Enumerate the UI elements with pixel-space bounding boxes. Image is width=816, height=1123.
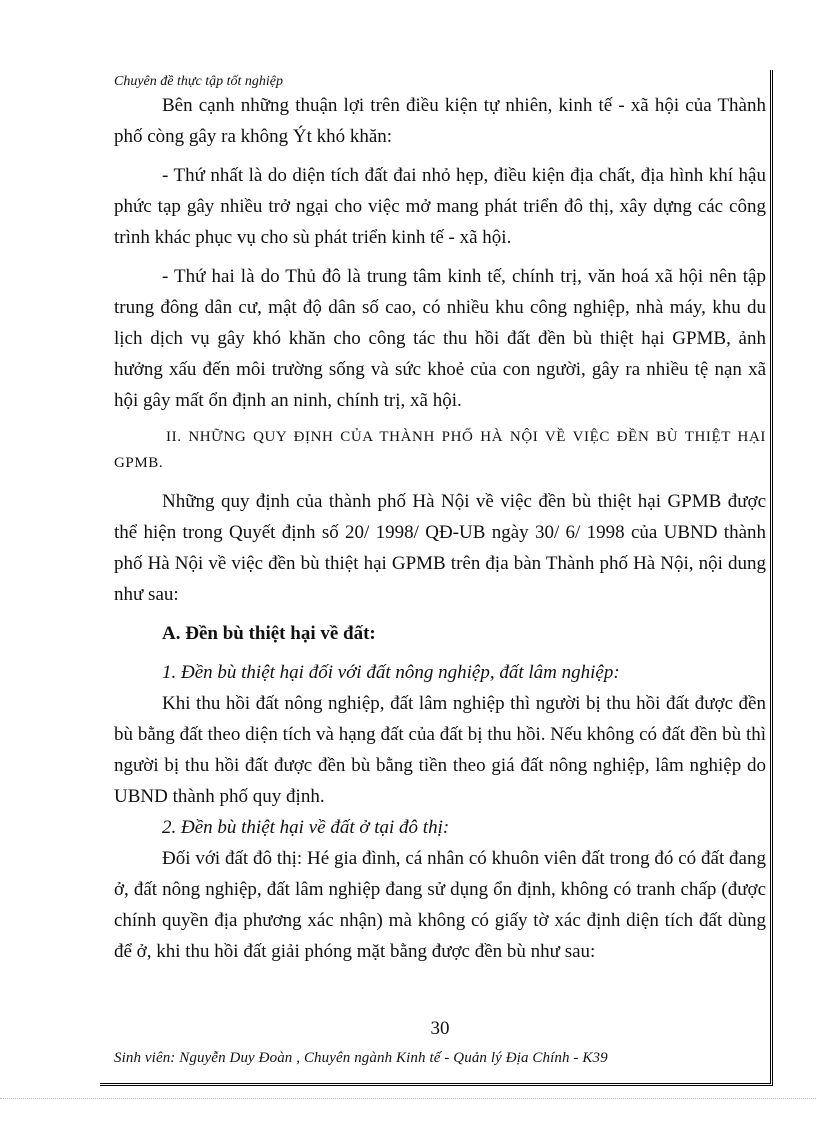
paragraph: - Thứ hai là do Thủ đô là trung tâm kinh tế, chính trị, văn hoá xã hội nên tập trung đông dân cư, mật độ dân số cao, có nhiều khu công nghiệp, nhà máy, khu du lịch dịch vụ gây khó khăn cho công tác thu hồi đất đền bù thiệt hại GPMB, ảnh hưởng xấu đến môi trường sống và sức khoẻ của con người, gây ra nhiều tệ nạn xã hội gây mất ổn định an ninh, chính trị, xã hội. <box>114 266 766 411</box>
page-footer: Sinh viên: Nguyễn Duy Đoàn , Chuyên ngành Kinh tế - Quản lý Địa Chính - K39 <box>114 1050 608 1066</box>
paragraph: Đối với đất đô thị: Hé gia đình, cá nhân có khuôn viên đất trong đó có đất đang ở, đất nông nghiệp, đất lâm nghiệp đang sử dụng ổn định, không có tranh chấp (được chính quyền địa phương xác nhận) mà không có giấy tờ xác định diện tích đất dùng để ở, khi thu hồi đất giải phóng mặt bằng được đền bù như sau: <box>114 848 766 962</box>
paragraph: Bên cạnh những thuận lợi trên điều kiện tự nhiên, kinh tế - xã hội của Thành phố còng gây ra không Ýt khó khăn: <box>114 95 766 147</box>
section-heading: II. NHỮNG QUY ĐỊNH CỦA THÀNH PHỐ HÀ NỘI VỀ VIỆC ĐỀN BÙ THIỆT HẠI GPMB. <box>114 429 766 471</box>
subsection-heading-1: 1. Đền bù thiệt hại đối với đất nông nghiệp, đất lâm nghiệp: <box>162 662 620 683</box>
page-header: Chuyên đề thực tập tốt nghiệp <box>114 74 283 89</box>
page-number: 30 <box>430 1018 450 1039</box>
paragraph: Những quy định của thành phố Hà Nội về việc đền bù thiệt hại GPMB được thể hiện trong Quyết định số 20/ 1998/ QĐ-UB ngày 30/ 6/ 1998 của UBND thành phố Hà Nội về việc đền bù thiệt hại GPMB trên địa bàn Thành phố Hà Nội, nội dung như sau: <box>114 491 766 605</box>
paragraph: Khi thu hồi đất nông nghiệp, đất lâm nghiệp thì người bị thu hồi đất được đền bù bằng đất theo diện tích và hạng đất của đất bị thu hồi. Nếu không có đất đền bù thì người bị thu hồi đất được đền bù bằng tiền theo giá đất nông nghiệp, lâm nghiệp do UBND thành phố quy định. <box>114 693 766 807</box>
subsection-heading-2: 2. Đền bù thiệt hại về đất ở tại đô thị: <box>162 817 450 838</box>
paragraph: - Thứ nhất là do diện tích đất đai nhỏ hẹp, điều kiện địa chất, địa hình khí hậu phức tạp gây nhiều trở ngại cho việc mở mang phát triển đô thị, xây dựng các công trình khác phục vụ cho sù phát triển kinh tế - xã hội. <box>114 165 766 248</box>
bottom-divider <box>0 1098 816 1099</box>
document-body <box>114 90 766 967</box>
subsection-heading-a: A. Đền bù thiệt hại về đất: <box>162 623 376 644</box>
